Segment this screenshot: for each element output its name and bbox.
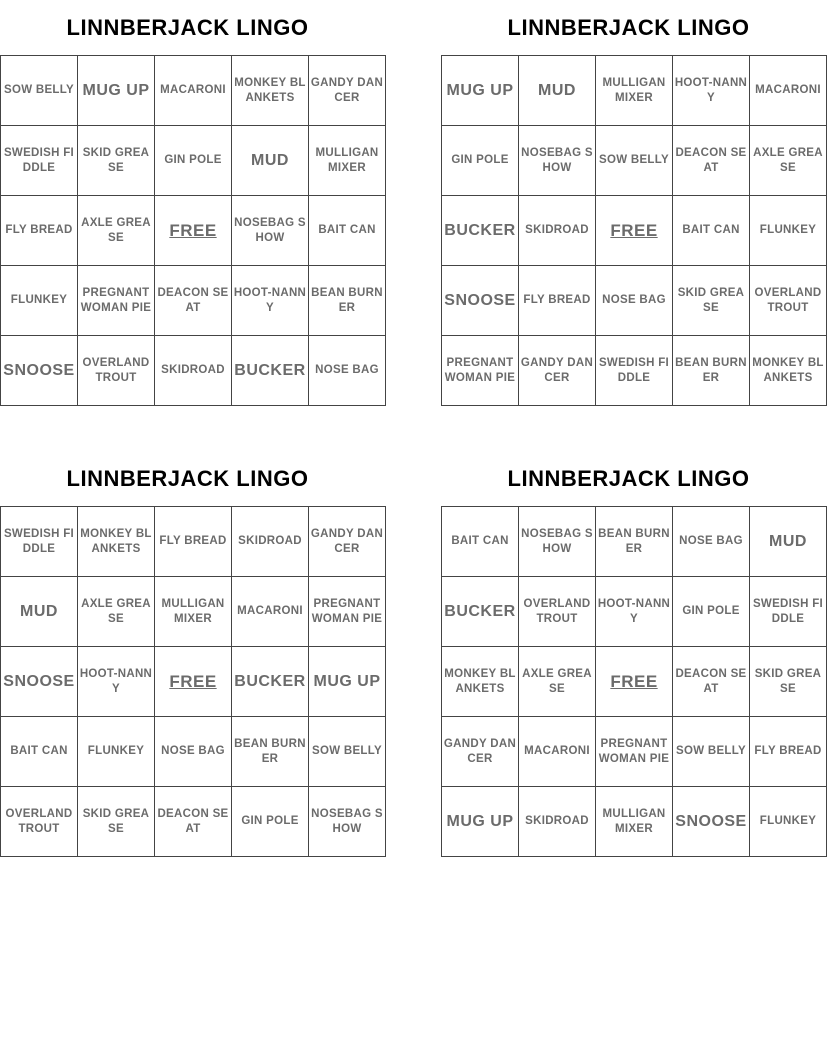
bingo-cell: MONKEY BLANKETS [78,507,155,577]
bingo-cell: GIN POLE [673,577,750,647]
grid-row [442,647,827,717]
bingo-cell: GIN POLE [232,787,309,857]
bingo-cell: BUCKER [232,336,309,406]
bingo-grid [441,506,827,857]
grid-row [1,266,386,336]
bingo-card-2 [441,0,824,406]
bingo-cell: FLY BREAD [519,266,596,336]
bingo-cell: SOW BELLY [309,717,386,787]
bingo-cell: MULLIGAN MIXER [309,126,386,196]
grid-row [1,717,386,787]
bingo-cell: FLUNKEY [78,717,155,787]
bingo-cell: MONKEY BLANKETS [750,336,827,406]
bingo-cell: AXLE GREASE [78,577,155,647]
bingo-cell: SKID GREASE [750,647,827,717]
bingo-cell: SNOOSE [442,266,519,336]
bingo-cell: NOSE BAG [673,507,750,577]
bingo-cell: GANDY DANCER [519,336,596,406]
bingo-cell: HOOT-NANNY [596,577,673,647]
grid-row [442,266,827,336]
bingo-cell: MUD [519,56,596,126]
bingo-cell: GANDY DANCER [309,507,386,577]
grid-row [442,787,827,857]
bingo-grid [0,506,386,857]
bingo-cell: NOSE BAG [596,266,673,336]
bingo-cell: PREGNANT WOMAN PIE [78,266,155,336]
grid-row [442,126,827,196]
bingo-cell: PREGNANT WOMAN PIE [442,336,519,406]
bingo-cell: MUG UP [442,787,519,857]
bingo-cell: GIN POLE [155,126,232,196]
grid-row [442,336,827,406]
bingo-cell: SKID GREASE [78,787,155,857]
bingo-cell: MUG UP [309,647,386,717]
bingo-cell: GANDY DANCER [309,56,386,126]
bingo-cell: FLY BREAD [1,196,78,266]
bingo-card-1 [0,0,384,406]
bingo-cell: FLUNKEY [750,196,827,266]
card-title: LINNBERJACK LINGO [507,15,750,40]
bingo-cell: FLY BREAD [155,507,232,577]
bingo-cell: NOSEBAG SHOW [232,196,309,266]
free-space-cell: FREE [596,647,673,717]
bingo-cell: PREGNANT WOMAN PIE [309,577,386,647]
bingo-cell: BUCKER [442,196,519,266]
bingo-cell: MUD [750,507,827,577]
bingo-cell: BUCKER [442,577,519,647]
grid-row [1,56,386,126]
bingo-cell: DEACON SEAT [155,787,232,857]
bingo-cell: MULLIGAN MIXER [596,56,673,126]
bingo-cell: MULLIGAN MIXER [155,577,232,647]
bingo-cell: SWEDISH FIDDLE [750,577,827,647]
bingo-cell: MACARONI [519,717,596,787]
bingo-cell: SOW BELLY [596,126,673,196]
bingo-cell: FLUNKEY [750,787,827,857]
bingo-cell: DEACON SEAT [673,647,750,717]
bingo-cell: NOSEBAG SHOW [519,126,596,196]
bingo-cell: BAIT CAN [442,507,519,577]
free-space-cell: FREE [155,647,232,717]
card-title: LINNBERJACK LINGO [66,15,309,40]
bingo-cell: MUD [232,126,309,196]
bingo-cell: HOOT-NANNY [78,647,155,717]
bingo-cell: BEAN BURNER [232,717,309,787]
bingo-grid [0,55,386,406]
bingo-cell: DEACON SEAT [155,266,232,336]
bingo-cell: SNOOSE [673,787,750,857]
grid-row [1,577,386,647]
free-space-cell: FREE [155,196,232,266]
bingo-cell: SKIDROAD [519,787,596,857]
bingo-cell: OVERLAND TROUT [1,787,78,857]
bingo-cell: OVERLAND TROUT [750,266,827,336]
bingo-card-3 [0,451,384,857]
bingo-cell: SKIDROAD [232,507,309,577]
bingo-cell: FLUNKEY [1,266,78,336]
grid-row [442,196,827,266]
bingo-cell: NOSEBAG SHOW [519,507,596,577]
bingo-cell: HOOT-NANNY [673,56,750,126]
bingo-cell: SKIDROAD [519,196,596,266]
bingo-cell: OVERLAND TROUT [519,577,596,647]
grid-row [442,56,827,126]
bingo-cell: MACARONI [232,577,309,647]
bingo-cell: HOOT-NANNY [232,266,309,336]
free-space-cell: FREE [596,196,673,266]
bingo-cell: MACARONI [750,56,827,126]
bingo-cell: MUG UP [442,56,519,126]
bingo-cell: SWEDISH FIDDLE [1,126,78,196]
bingo-cell: BAIT CAN [673,196,750,266]
bingo-cell: SKID GREASE [78,126,155,196]
bingo-cell: NOSE BAG [155,717,232,787]
bingo-cell: MONKEY BLANKETS [442,647,519,717]
bingo-cell: SWEDISH FIDDLE [596,336,673,406]
grid-row [1,126,386,196]
bingo-cell: GIN POLE [442,126,519,196]
bingo-cell: SNOOSE [1,336,78,406]
grid-row [1,507,386,577]
grid-row [1,336,386,406]
bingo-cell: NOSE BAG [309,336,386,406]
bingo-cell: BAIT CAN [1,717,78,787]
bingo-cell: AXLE GREASE [750,126,827,196]
bingo-cell: DEACON SEAT [673,126,750,196]
bingo-cell: SKIDROAD [155,336,232,406]
bingo-cell: BEAN BURNER [673,336,750,406]
bingo-cell: SNOOSE [1,647,78,717]
bingo-cell: NOSEBAG SHOW [309,787,386,857]
bingo-cell: GANDY DANCER [442,717,519,787]
bingo-cell: PREGNANT WOMAN PIE [596,717,673,787]
card-title: LINNBERJACK LINGO [66,466,309,491]
bingo-card-4 [441,451,824,857]
bingo-cell: OVERLAND TROUT [78,336,155,406]
bingo-cell: SOW BELLY [673,717,750,787]
bingo-cell: BEAN BURNER [309,266,386,336]
bingo-cell: BEAN BURNER [596,507,673,577]
bingo-cell: SOW BELLY [1,56,78,126]
bingo-cell: MUG UP [78,56,155,126]
bingo-cell: AXLE GREASE [519,647,596,717]
grid-row [442,717,827,787]
bingo-cell: SKID GREASE [673,266,750,336]
bingo-cell: MUD [1,577,78,647]
grid-row [1,787,386,857]
bingo-cell: BAIT CAN [309,196,386,266]
bingo-cell: MONKEY BLANKETS [232,56,309,126]
bingo-grid [441,55,827,406]
bingo-cell: MACARONI [155,56,232,126]
card-title: LINNBERJACK LINGO [507,466,750,491]
grid-row [1,647,386,717]
grid-row [442,507,827,577]
bingo-cell: FLY BREAD [750,717,827,787]
bingo-cell: BUCKER [232,647,309,717]
bingo-cell: MULLIGAN MIXER [596,787,673,857]
grid-row [1,196,386,266]
grid-row [442,577,827,647]
bingo-cell: SWEDISH FIDDLE [1,507,78,577]
bingo-cell: AXLE GREASE [78,196,155,266]
